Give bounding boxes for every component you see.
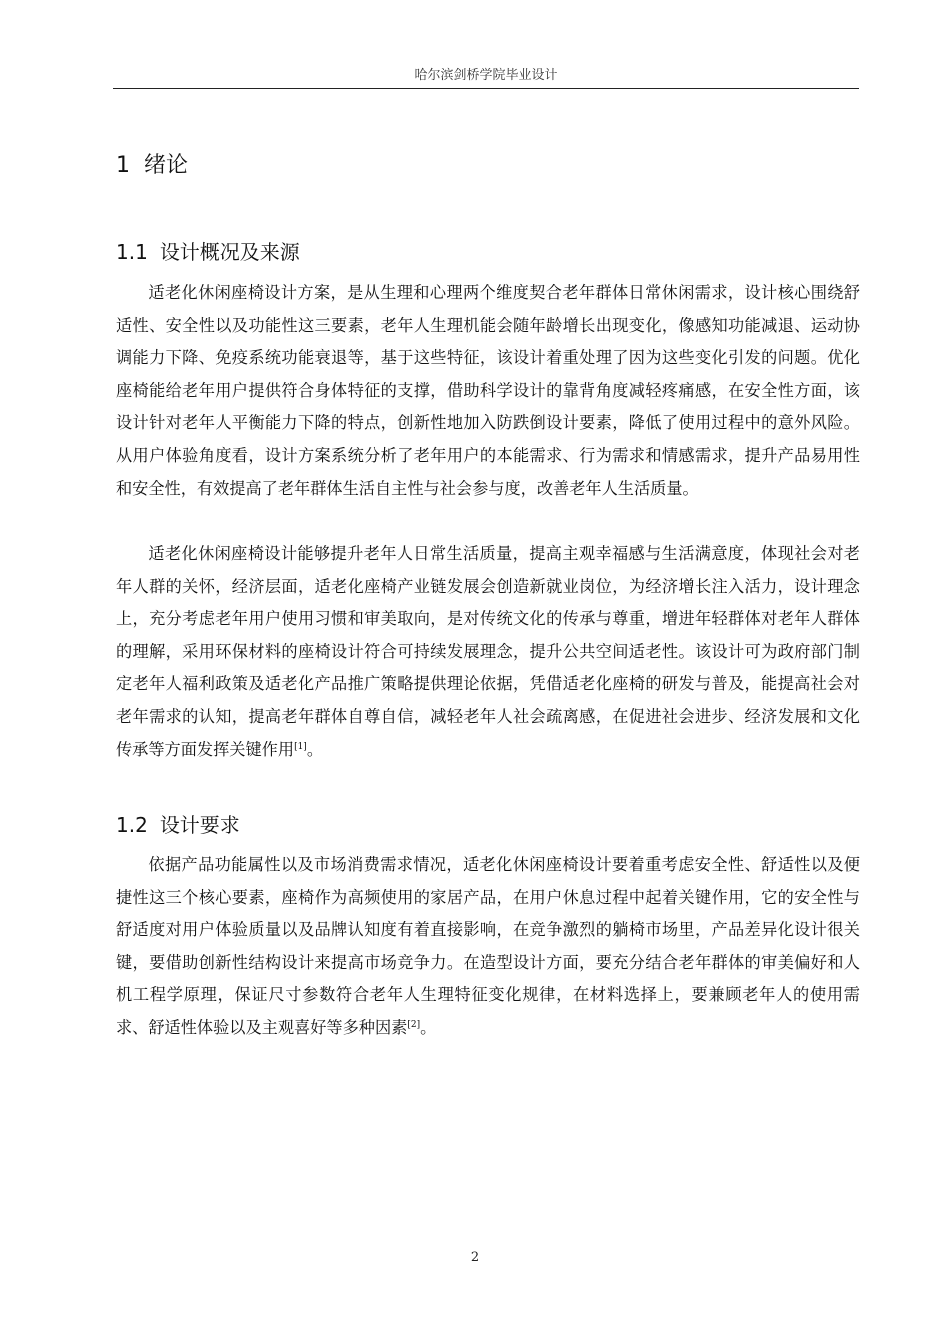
section-title: 设计要求 [159, 813, 240, 837]
page-number: 2 [470, 1250, 480, 1265]
section-heading-1-1 [116, 236, 300, 265]
paragraph-text: 适老化休闲座椅设计能够提升老年人日常生活质量，提高主观幸福感与生活满意度，体现社会对老年人群的关怀，经济层面，适老化座椅产业链发展会创造新就业岗位，为经济增长注入活力，设计理念上，充分考虑老年用户使用习惯和审美取向，是对传统文化的传承与尊重，增进年轻群体对老年人群体的理解，采用环保材料的座椅设计符合可持续发展理念，提升公共空间适老性。该设计可为政府部门制定老年人福利政策及适老化产品推广策略提供理论依据，凭借适老化座椅的研发与普及，能提高社会对老年需求的认知，提高老年群体自尊自信，减轻老年人社会疏离感，在促进社会进步、经济发展和文化传承等方面发挥关键作用 [116, 544, 860, 759]
paragraph-1-1-a: 适老化休闲座椅设计方案，是从生理和心理两个维度契合老年群体日常休闲需求，设计核心围绕舒适性、安全性以及功能性这三要素，老年人生理机能会随年龄增长出现变化，像感知功能减退、运动协调能力下降、免疫系统功能衰退等，基于这些特征，该设计着重处理了因为这些变化引发的问题。优化座椅能给老年用户提供符合身体特征的支撑，借助科学设计的靠背角度减轻疼痛感，在安全性方面，该设计针对老年人平衡能力下降的特点，创新性地加入防跌倒设计要素，降低了使用过程中的意外风险。从用户体验角度看，设计方案系统分析了老年用户的本能需求、行为需求和情感需求，提升产品易用性和安全性，有效提高了老年群体生活自主性与社会参与度，改善老年人生活质量。 [116, 283, 860, 498]
chapter-title: 绪论 [144, 153, 189, 178]
section-heading-1-2 [116, 809, 240, 838]
citation-marker: [1] [294, 741, 307, 752]
paragraph-1-2 [116, 849, 860, 1045]
paragraph-ending: 。 [306, 739, 323, 759]
page-header: 哈尔滨剑桥学院毕业设计 [414, 68, 558, 83]
chapter-heading [116, 148, 188, 179]
paragraph-ending: 。 [420, 1017, 437, 1037]
section-title: 设计概况及来源 [159, 240, 300, 264]
section-number: 1.2 [116, 813, 148, 837]
section-number: 1.1 [116, 240, 148, 264]
paragraph-text: 依据产品功能属性以及市场消费需求情况，适老化休闲座椅设计要着重考虑安全性、舒适性以及便捷性这三个核心要素，座椅作为高频使用的家居产品，在用户休息过程中起着关键作用，它的安全性与舒适度对用户体验质量以及品牌认知度有着直接影响，在竞争激烈的躺椅市场里，产品差异化设计很关键，要借助创新性结构设计来提高市场竞争力。在造型设计方面，要充分结合老年群体的审美偏好和人机工程学原理，保证尺寸参数符合老年人生理特征变化规律，在材料选择上，要兼顾老年人的使用需求、舒适性体验以及主观喜好等多种因素 [116, 855, 860, 1037]
citation-marker: [2] [407, 1019, 421, 1030]
header-divider [113, 88, 859, 89]
chapter-number: 1 [116, 153, 130, 178]
paragraph-1-1-b [116, 538, 860, 766]
